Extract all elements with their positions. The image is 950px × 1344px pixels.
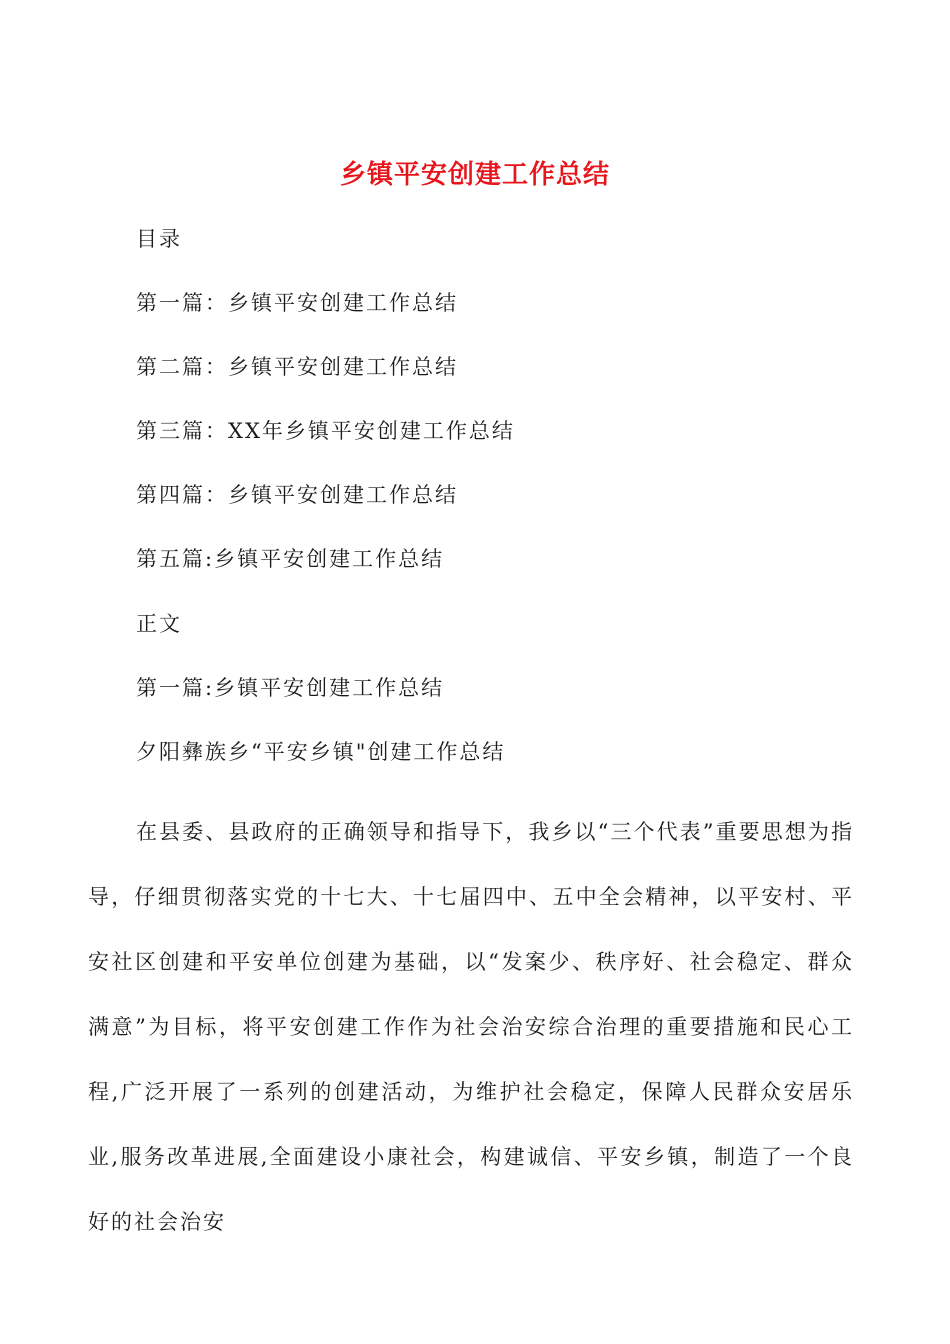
toc-item-1: 第一篇：乡镇平安创建工作总结 (136, 291, 458, 315)
body-heading: 正文 (136, 612, 182, 636)
toc-heading: 目录 (136, 227, 182, 251)
article-title: 夕阳彝族乡“平安乡镇"创建工作总结 (136, 740, 506, 764)
body-paragraph: 在县委、县政府的正确领导和指导下，我乡以“三个代表”重要思想为指导，仔细贯彻落实党的十七大、十七届四中、五中全会精神，以平安村、平安社区创建和平安单位创建为基础，以“发案少、秩序好、社会稳定、群众满意”为目标，将平安创建工作作为社会治安综合治理的重要措施和民心工程,广泛开展了一系列的创建活动，为维护社会稳定，保障人民群众安居乐业,服务改革进展,全面建设小康社会，构建诚信、平安乡镇，制造了一个良好的社会治安 (88, 820, 854, 1234)
chapter-title: 第一篇:乡镇平安创建工作总结 (136, 676, 445, 700)
toc-item-2: 第二篇：乡镇平安创建工作总结 (136, 355, 458, 379)
toc-item-3: 第三篇：XX年乡镇平安创建工作总结 (136, 419, 515, 443)
toc-item-5: 第五篇:乡镇平安创建工作总结 (136, 547, 445, 571)
document-title: 乡镇平安创建工作总结 (339, 160, 610, 190)
toc-item-4: 第四篇：乡镇平安创建工作总结 (136, 483, 458, 507)
